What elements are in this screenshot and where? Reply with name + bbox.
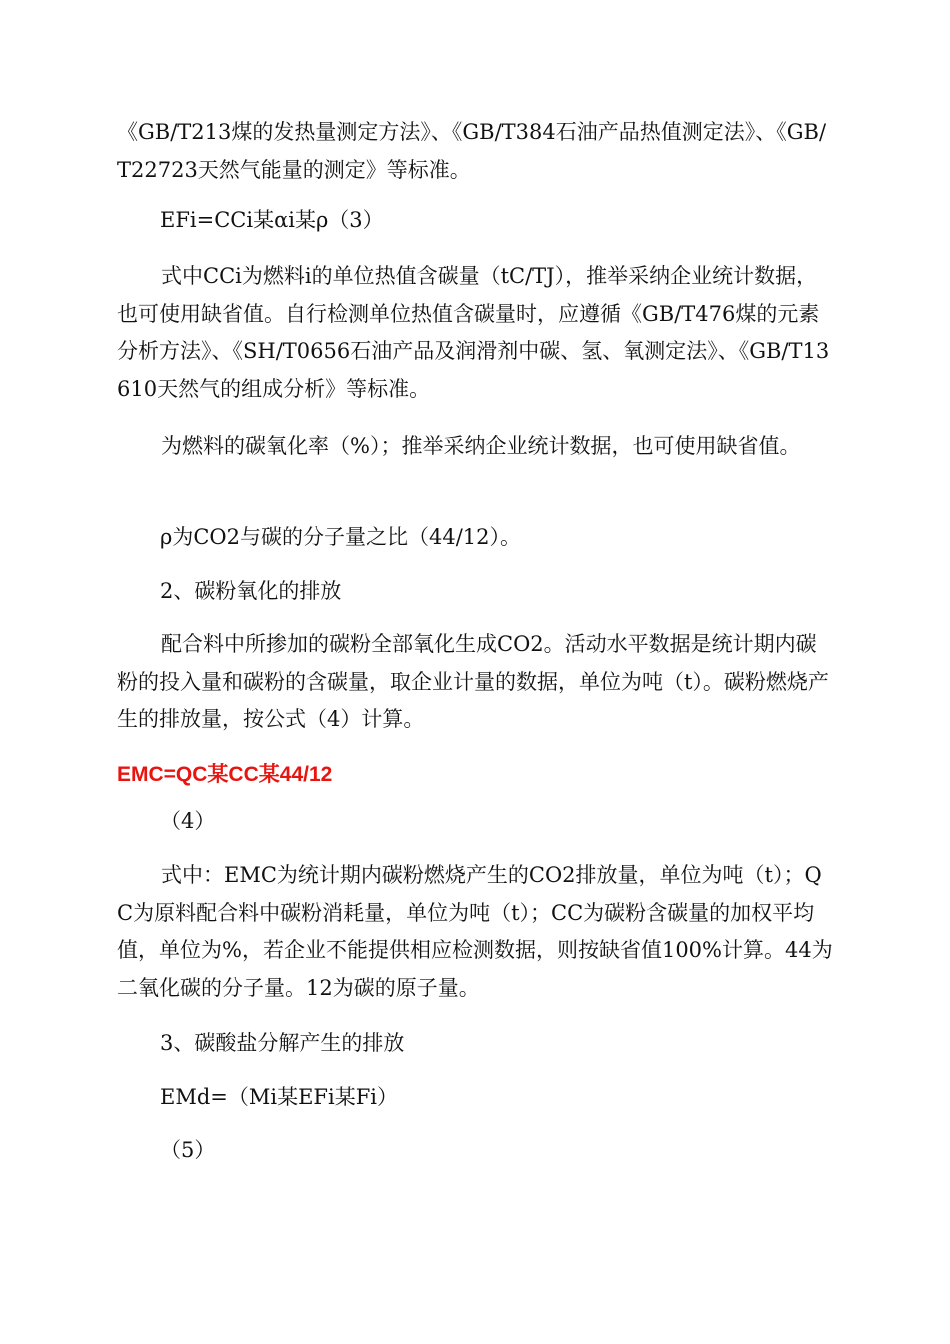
formula-5-number: （5） (160, 1138, 216, 1162)
paragraph-rho: ρ为CO2与碳的分子量之比（44/12）。 (160, 525, 522, 549)
section-heading-3: 3、碳酸盐分解产生的排放 (160, 1031, 405, 1055)
paragraph-standards: 《GB/T213煤的发热量测定方法》、《GB/T384石油产品热值测定法》、《GB/T22723天然气能量的测定》等标准。 (117, 120, 827, 182)
formula-4-number: （4） (160, 809, 216, 833)
section-heading-2: 2、碳粉氧化的排放 (160, 579, 342, 603)
formula-3: EFi=CCi某αi某ρ（3） (160, 208, 384, 232)
formula-4-highlight: EMC=QC某CC某44/12 (117, 763, 333, 786)
formula-5: EMd=（Mi某EFi某Fi） (160, 1085, 398, 1109)
paragraph-carbon-powder: 配合料中所掺加的碳粉全部氧化生成CO2。活动水平数据是统计期内碳粉的投入量和碳粉的含碳量，取企业计量的数据，单位为吨（t）。碳粉燃烧产生的排放量，按公式（4）计算。 (117, 632, 829, 731)
paragraph-cci-definition: 式中CCi为燃料i的单位热值含碳量（tC/TJ），推举采纳企业统计数据，也可使用缺省值。自行检测单位热值含碳量时，应遵循《GB/T476煤的元素分析方法》、《SH/T0656石油产品及润滑剂中碳、氢、氧测定法》、《GB/T13610天然气的组成分析》等标准。 (117, 264, 830, 401)
paragraph-oxidation-rate: 为燃料的碳氧化率（%）；推举采纳企业统计数据，也可使用缺省值。 (161, 434, 801, 458)
paragraph-emc-definition: 式中：EMC为统计期内碳粉燃烧产生的CO2排放量，单位为吨（t）；QC为原料配合料中碳粉消耗量，单位为吨（t）；CC为碳粉含碳量的加权平均值，单位为%，若企业不能提供相应检测数据，则按缺省值100%计算。44为二氧化碳的分子量。12为碳的原子量。 (117, 863, 833, 1000)
